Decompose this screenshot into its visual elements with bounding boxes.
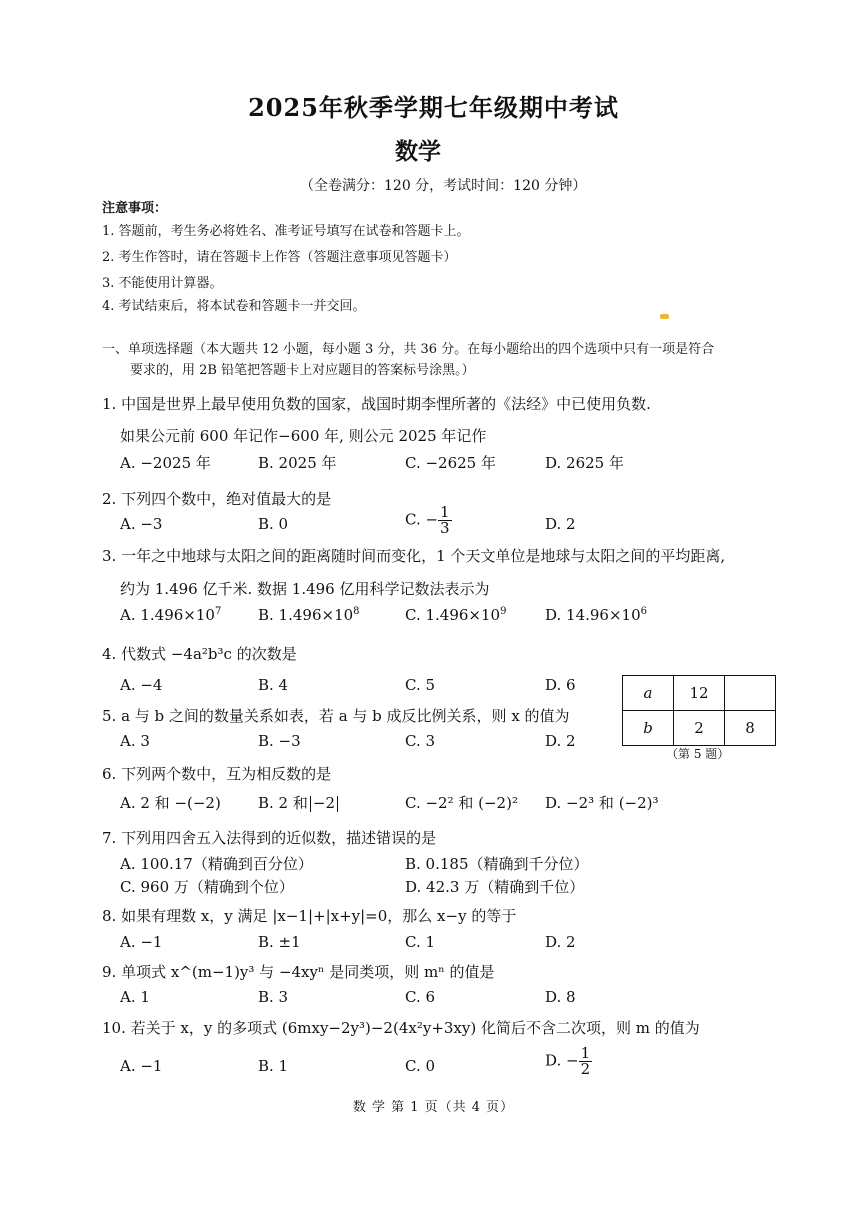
q10-option-c: C. 0 (405, 1057, 436, 1075)
notice-item: 1. 答题前，考生务必将姓名、准考证号填写在试卷和答题卡上。 (102, 224, 470, 239)
fraction-denominator: 3 (440, 519, 450, 537)
notice-item: 3. 不能使用计算器。 (102, 276, 223, 291)
question-2-stem: 2. 下列四个数中，绝对值最大的是 (102, 490, 332, 508)
section-heading-cont: 要求的，用 2B 铅笔把答题卡上对应题目的答案标号涂黑。） (130, 363, 475, 378)
notice-heading: 注意事项： (102, 201, 168, 216)
q2-option-c (405, 505, 452, 536)
q8-option-c: C. 1 (405, 933, 436, 951)
q6-option-c: C. −2² 和 (−2)² (405, 794, 518, 812)
table-cell: b (623, 711, 674, 746)
fraction-denominator: 2 (580, 1060, 591, 1078)
table-cell: 12 (674, 676, 725, 711)
q5-table-caption: （第 5 题） (666, 747, 730, 761)
question-4-stem: 4. 代数式 −4a²b³c 的次数是 (102, 645, 297, 663)
q4-option-c: C. 5 (405, 676, 436, 694)
page-footer: 数 学 第 1 页（共 4 页） (352, 1100, 515, 1115)
q10-option-d-prefix: D. − (545, 1051, 579, 1070)
q8-option-a: A. −1 (120, 933, 163, 951)
q3-option-a-base: A. 1.496×10 (120, 606, 215, 624)
fraction-numerator: 1 (440, 503, 450, 521)
q5-option-d: D. 2 (545, 732, 576, 750)
q6-option-d: D. −2³ 和 (−2)³ (545, 794, 659, 812)
notice-item: 2. 考生作答时，请在答题卡上作答（答题注意事项见答题卡） (102, 250, 457, 265)
q1-option-c: C. −2625 年 (405, 454, 496, 472)
q7-option-b: B. 0.185（精确到千分位） (405, 855, 589, 873)
abs-bar-right (337, 796, 338, 812)
q1-option-b: B. 2025 年 (258, 454, 337, 472)
table-cell: 8 (725, 711, 776, 746)
question-7-stem: 7. 下列用四舍五入法得到的近似数，描述错误的是 (102, 829, 437, 847)
q1-option-a: A. −2025 年 (120, 454, 211, 472)
q3-option-b-base: B. 1.496×10 (258, 606, 354, 624)
ink-mark (660, 314, 669, 319)
q6-option-a: A. 2 和 −(−2) (120, 794, 221, 812)
exponent: 6 (640, 606, 647, 617)
q6-option-b (258, 792, 340, 813)
exponent: 9 (500, 606, 507, 617)
q6-option-b-prefix: B. 2 和 (258, 794, 308, 812)
q5-table (622, 675, 776, 746)
table-cell: 2 (674, 711, 725, 746)
q2-option-d: D. 2 (545, 515, 576, 533)
q2-option-b: B. 0 (258, 515, 289, 533)
q5-option-b: B. −3 (258, 732, 301, 750)
fraction-numerator: 1 (580, 1044, 591, 1062)
q9-option-b: B. 3 (258, 988, 289, 1006)
exam-subject: 数学 (395, 138, 441, 165)
q8-option-b: B. ±1 (258, 933, 301, 951)
q8-option-d: D. 2 (545, 933, 576, 951)
question-3-stem2: 约为 1.496 亿千米. 数据 1.496 亿用科学记数法表示为 (120, 580, 490, 598)
q3-option-c-base: C. 1.496×10 (405, 606, 501, 624)
q10-option-a: A. −1 (120, 1057, 163, 1075)
exponent: 8 (353, 606, 360, 617)
q7-option-d: D. 42.3 万（精确到千位） (405, 878, 585, 896)
q9-option-d: D. 8 (545, 988, 576, 1006)
q7-option-c: C. 960 万（精确到个位） (120, 878, 294, 896)
q1-option-d: D. 2625 年 (545, 454, 624, 472)
exam-info: （全卷满分：120 分，考试时间：120 分钟） (300, 178, 587, 194)
q3-option-c (405, 606, 506, 624)
question-6-stem: 6. 下列两个数中，互为相反数的是 (102, 765, 332, 783)
q9-option-c: C. 6 (405, 988, 436, 1006)
exam-title: 2025年秋季学期七年级期中考试 (248, 93, 619, 122)
q3-option-b (258, 606, 360, 624)
q4-option-d: D. 6 (545, 676, 576, 694)
question-9-stem: 9. 单项式 x^(m−1)y³ 与 −4xyⁿ 是同类项，则 mⁿ 的值是 (102, 963, 495, 981)
q7-option-a: A. 100.17（精确到百分位） (120, 855, 313, 873)
q3-option-a (120, 606, 221, 624)
q2-option-c-prefix: C. − (405, 510, 439, 529)
question-5-stem: 5. a 与 b 之间的数量关系如表，若 a 与 b 成反比例关系，则 x 的值为 (102, 707, 570, 725)
exponent: 7 (214, 606, 222, 617)
q2-option-c-fraction (438, 505, 452, 536)
q10-option-d (545, 1046, 592, 1077)
question-1-stem2: 如果公元前 600 年记作−600 年, 则公元 2025 年记作 (120, 427, 487, 445)
table-cell (725, 676, 776, 711)
q10-option-b: B. 1 (258, 1057, 289, 1075)
question-10-stem: 10. 若关于 x，y 的多项式 (6mxy−2y³)−2(4x²y+3xy) 化简后不含二次项，则 m 的值为 (102, 1019, 700, 1037)
notice-item: 4. 考试结束后，将本试卷和答题卡一并交回。 (102, 299, 366, 314)
question-1-stem: 1. 中国是世界上最早使用负数的国家，战国时期李悝所著的《法经》中已使用负数. (102, 395, 651, 413)
question-8-stem: 8. 如果有理数 x，y 满足 |x−1|+|x+y|=0，那么 x−y 的等于 (102, 907, 517, 925)
q4-option-a: A. −4 (120, 676, 163, 694)
section-heading: 一、单项选择题（本大题共 12 小题，每小题 3 分，共 36 分。在每小题给出的四个选项中只有一项是符合 (102, 342, 715, 357)
q5-option-c: C. 3 (405, 732, 436, 750)
q2-option-a: A. −3 (120, 515, 163, 533)
question-3-stem: 3. 一年之中地球与太阳之间的距离随时间而变化，1 个天文单位是地球与太阳之间的平均距离, (102, 547, 726, 565)
q3-option-d-base: D. 14.96×10 (545, 606, 641, 624)
q3-option-d (545, 606, 647, 624)
table-cell: a (623, 676, 674, 711)
q9-option-a: A. 1 (120, 988, 150, 1006)
q6-option-b-abs: −2 (312, 794, 335, 812)
abs-bar-left (310, 796, 311, 812)
q4-option-b: B. 4 (258, 676, 289, 694)
q10-option-d-fraction (579, 1046, 593, 1077)
q5-option-a: A. 3 (120, 732, 150, 750)
